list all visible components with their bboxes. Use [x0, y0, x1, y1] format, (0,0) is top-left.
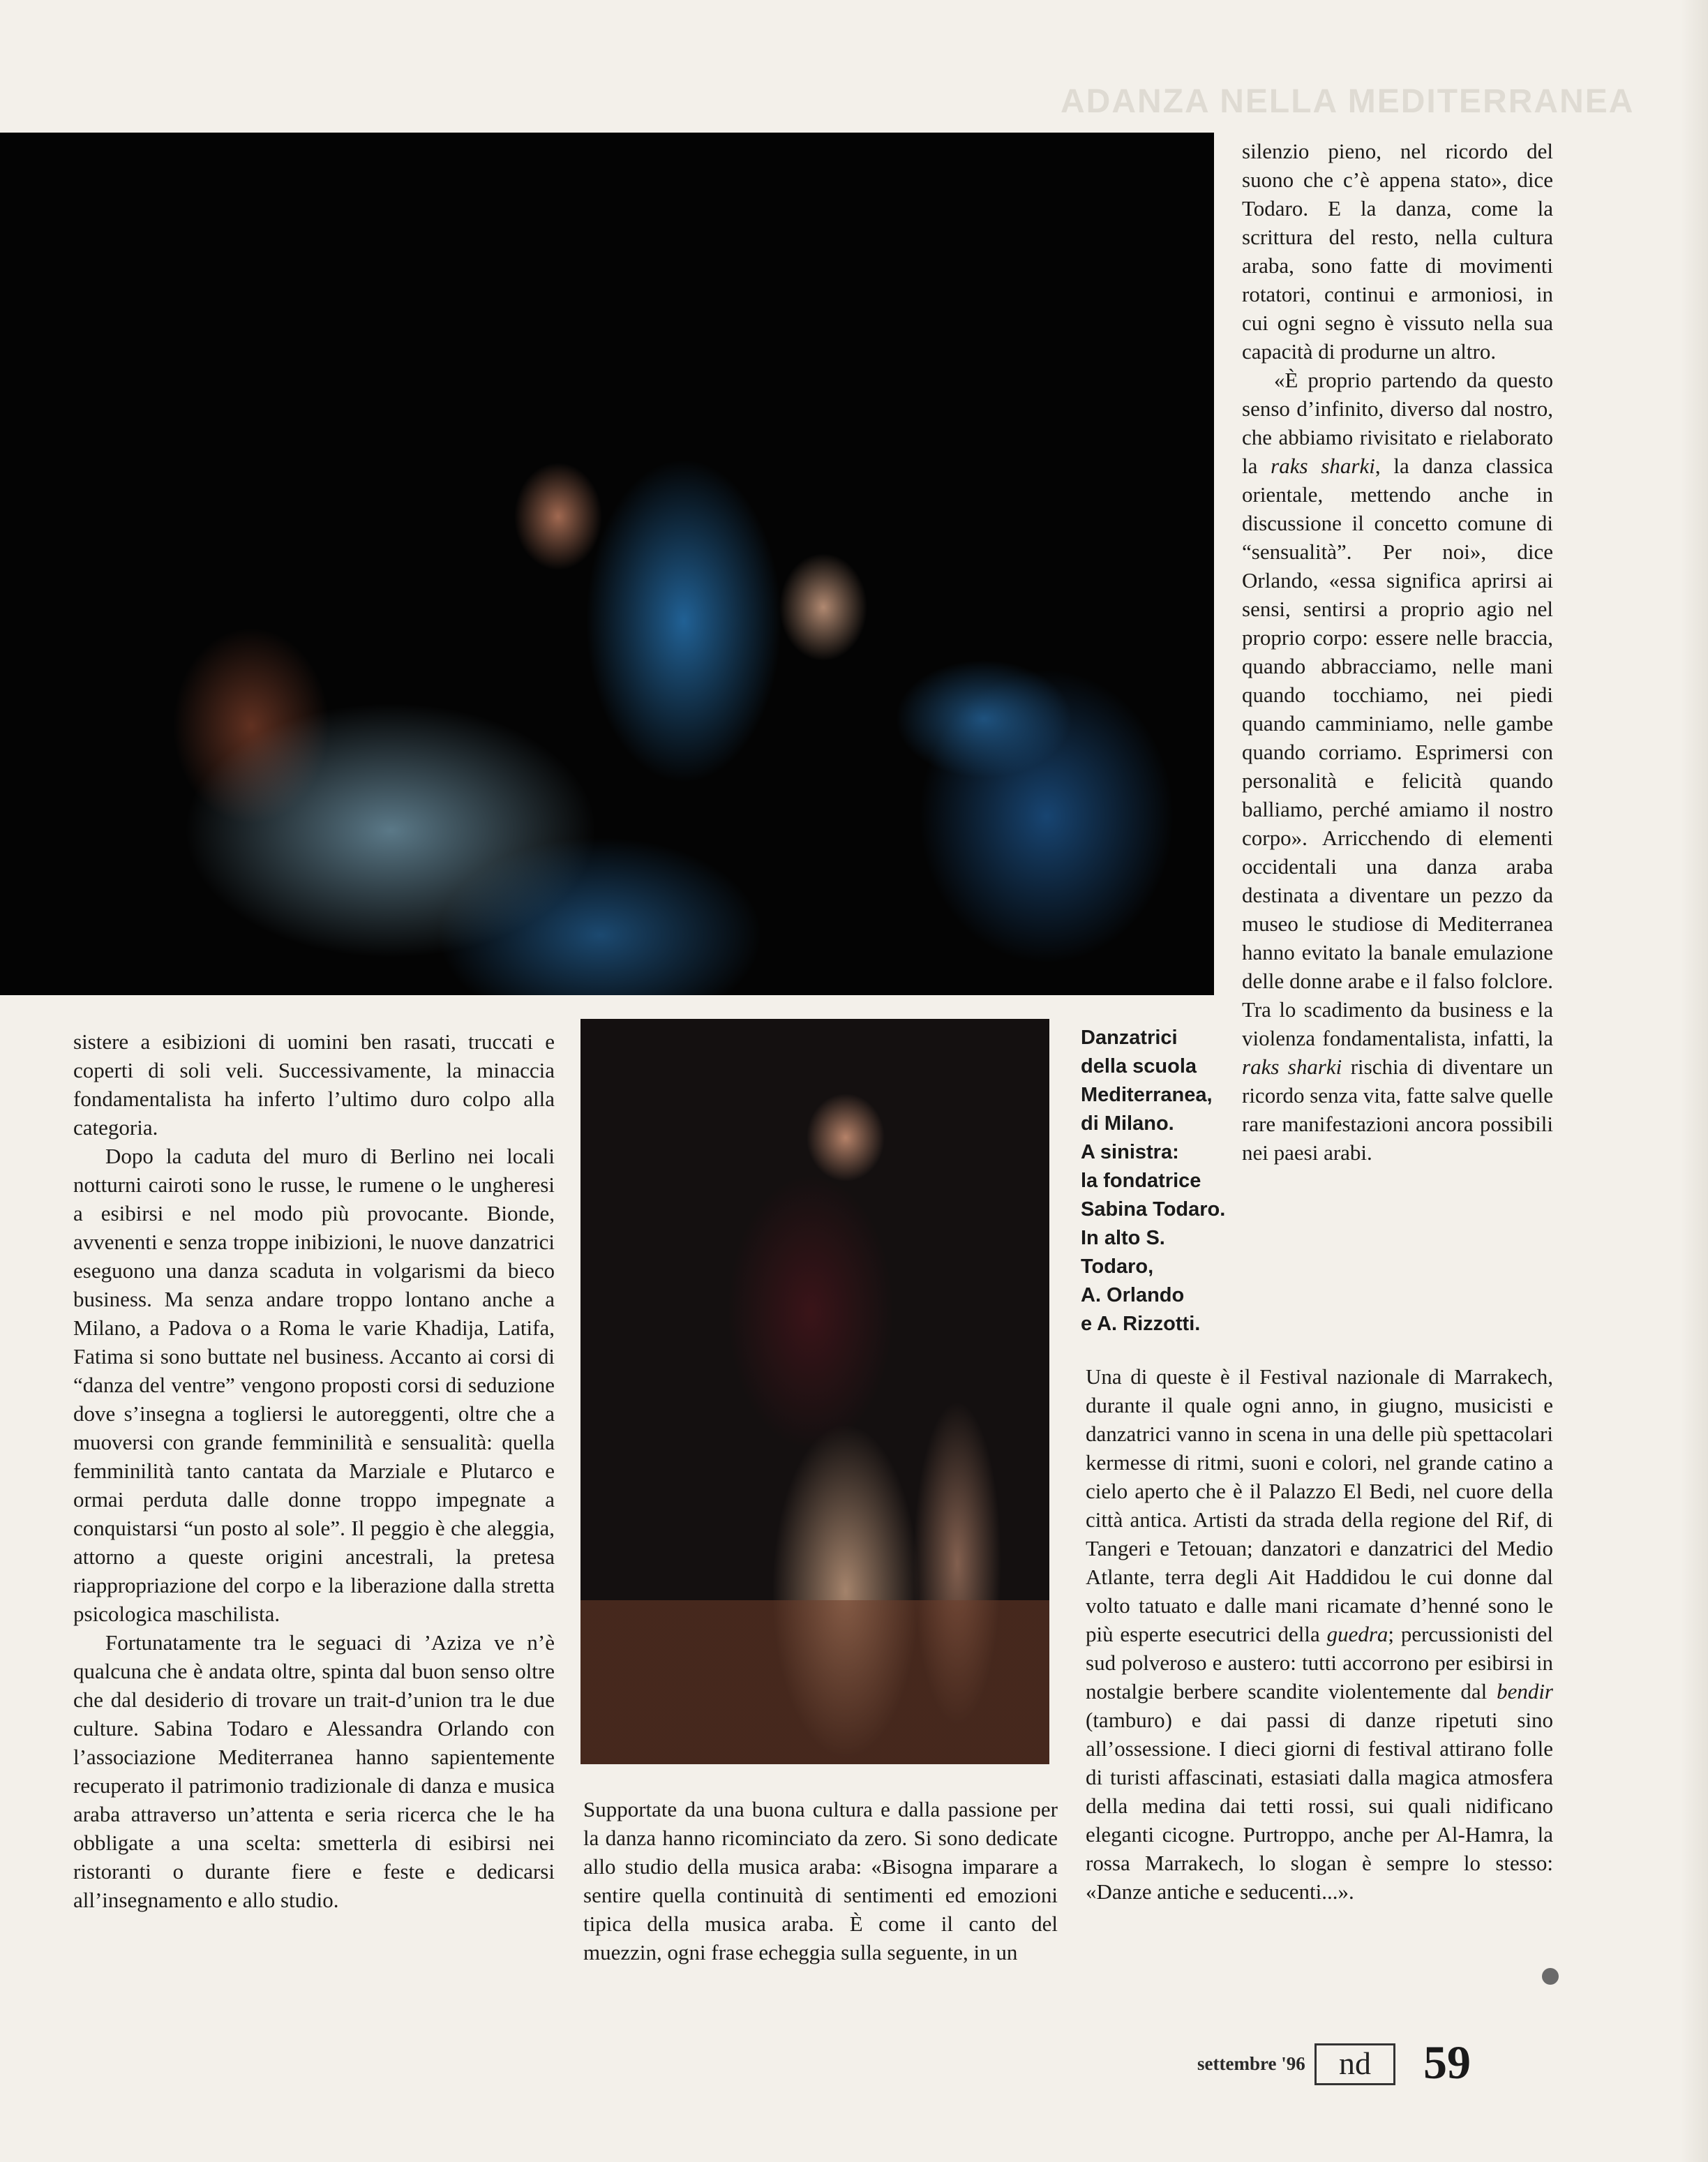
article-column-3-lower — [1086, 1362, 1553, 1906]
italic-term: guedra — [1326, 1622, 1388, 1646]
article-column-1 — [73, 1027, 555, 1914]
italic-term: bendir — [1497, 1679, 1553, 1703]
caption-line: A. Orlando — [1081, 1284, 1185, 1306]
text-run: rischia di diventare un ricordo senza vita, fatte salve quelle rare manifestazioni ancora possibili nei paesi arabi. — [1242, 1054, 1553, 1165]
text-run: «È proprio partendo da questo senso d’infinito, diverso dal nostro, che abbiamo rivisitato e rielaborato la — [1242, 368, 1553, 478]
paragraph: Dopo la caduta del muro di Berlino nei locali notturni cairoti sono le russe, le rumene o le ungheresi a esibirsi e nel modo più provocante. Bionde, avvenenti e senza troppe inibizioni, le nuove danzatrici eseguono una danza scaduta in volgarismi da bieco business. Ma senza andare troppo lontano anche a Milano, a Padova o a Roma le varie Khadija, Latifa, Fatima si sono buttate nel business. Accanto ai corsi di “danza del ventre” vengono proposti corsi di seduzione dove s’insegna a togliersi le autoreggenti, oltre che a muoversi con grande femminilità e sensualità: quella femminilità tanto cantata da Marziale e Plutarco e ormai perduta dalle donne troppo impegnate a conquistarsi “un posto al sole”. Il peggio è che aleggia, attorno a queste origini ancestrali, la pretesa riappropriazione del corpo e la liberazione dalla stretta psicologica maschilista. — [73, 1144, 555, 1626]
caption-line: della scuola — [1081, 1055, 1197, 1078]
paragraph: silenzio pieno, nel ricordo del suono che c’è appena stato», dice Todaro. E la danza, come la scrittura del resto, nella cultura araba, sono fatte di movimenti rotatori, continui e armoniosi, in cui ogni segno è vissuto nella sua capacità di produrne un altro. — [1242, 139, 1553, 364]
article-column-2 — [583, 1795, 1058, 1967]
text-run: , la danza classica orientale, mettendo anche in discussione il concetto comune di “sensualità”. Per noi», dice Orlando, «essa significa aprirsi ai sensi, sentirsi a proprio agio nel proprio corpo: essere nelle braccia, quando abbracciamo, nelle mani quando tocchiamo, nei piedi quando camminiamo, nelle gambe quando corriamo. Esprimersi con personalità e felicità quando balliamo, perché amiamo il nostro corpo». Arricchendo di elementi occidentali una danza araba destinata a diventare un pezzo da museo le studiose di Mediterranea hanno evitato la banale emulazione delle donne arabe e il falso folclore. Tra lo scadimento da business e la violenza fondamentalista, infatti, la — [1242, 454, 1554, 1050]
caption-line: Danzatrici — [1081, 1027, 1178, 1049]
paragraph — [1242, 366, 1553, 1167]
caption-line: In alto S. — [1081, 1227, 1165, 1249]
paragraph: sistere a esibizioni di uomini ben rasati, truccati e coperti di soli veli. Successivamente, la minaccia fondamentalista ha inferto l’ultimo duro colpo alla categoria. — [73, 1029, 555, 1140]
italic-term: raks sharki — [1242, 1054, 1342, 1079]
caption-line: la fondatrice — [1081, 1170, 1201, 1192]
text-run: (tamburo) e dai passi di danze ripetuti sino all’ossessione. I dieci giorni di festival attirano folle di turisti affascinati, estasiati dalla magica atmosfera della medina dai tetti rossi, sui quali nidificano eleganti cicogne. Purtroppo, anche per Al-Hamra, la rossa Marrakech, lo slogan è sempre lo stesso: «Danze antiche e seducenti...». — [1086, 1708, 1553, 1904]
photo-seated-dancer — [580, 1019, 1049, 1764]
bleed-through-header: ADANZA NELLA MEDITERRANEA — [1061, 83, 1635, 120]
page-edge — [1680, 0, 1708, 2162]
caption-line: Todaro, — [1081, 1255, 1154, 1278]
article-column-3 — [1242, 137, 1553, 1167]
caption-line: di Milano. — [1081, 1112, 1174, 1135]
photo-three-dancers — [0, 133, 1214, 995]
caption-line: e A. Rizzotti. — [1081, 1313, 1201, 1335]
page-number: 59 — [1423, 2036, 1471, 2089]
paragraph — [1086, 1362, 1553, 1906]
magazine-logo: nd — [1314, 2043, 1395, 2085]
caption-line: Mediterranea, — [1081, 1084, 1213, 1106]
italic-term: raks sharki — [1271, 454, 1375, 478]
text-run: Una di queste è il Festival nazionale di Marrakech, durante il quale ogni anno, in giugno, musicisti e danzatrici vanno in scena in una delle più spettacolari kermesse di ritmi, suoni e colori, nel grande catino a cielo aperto che è il Palazzo El Bedi, nel cuore della città antica. Artisti da strada della regione del Rif, di Tangeri e Tetouan; danzatori e danzatrici del Medio Atlante, terra degli Ait Haddidou le cui donne dal volto tatuato e dalle mani ricamate d’henné sono le più esperte esecutrici della — [1086, 1364, 1553, 1646]
text-run: ; percussionisti del sud polveroso e austero: tutti accorrono per esibirsi in nostalgie berbere scandite violentemente dal — [1086, 1622, 1553, 1703]
end-of-article-dot — [1542, 1968, 1559, 1985]
photo-caption — [1081, 1024, 1227, 1339]
caption-line: Sabina Todaro. — [1081, 1198, 1226, 1221]
footer-issue-date: settembre '96 — [1197, 2053, 1305, 2074]
caption-line: A sinistra: — [1081, 1141, 1179, 1163]
paragraph: Fortunatamente tra le seguaci di ’Aziza ve n’è qualcuna che è andata oltre, spinta dal buon senso oltre che dal desiderio di trovare un trait-d’union tra le due culture. Sabina Todaro e Alessandra Orlando con l’associazione Mediterranea hanno sapientemente recuperato il patrimonio tradizionale di danza e musica araba attraverso un’attenta e seria ricerca che le ha obbligate a una scelta: smetterla di esibirsi nei ristoranti o durante fiere e feste e dedicarsi all’insegnamento e allo studio. — [73, 1630, 555, 1912]
paragraph: Supportate da una buona cultura e dalla passione per la danza hanno ricominciato da zero. Si sono dedicate allo studio della musica araba: «Bisogna imparare a sentire quella continuità di sentimenti ed emozioni tipica della musica araba. È come il canto del muezzin, ogni frase echeggia sulla seguente, in un — [583, 1797, 1058, 1965]
